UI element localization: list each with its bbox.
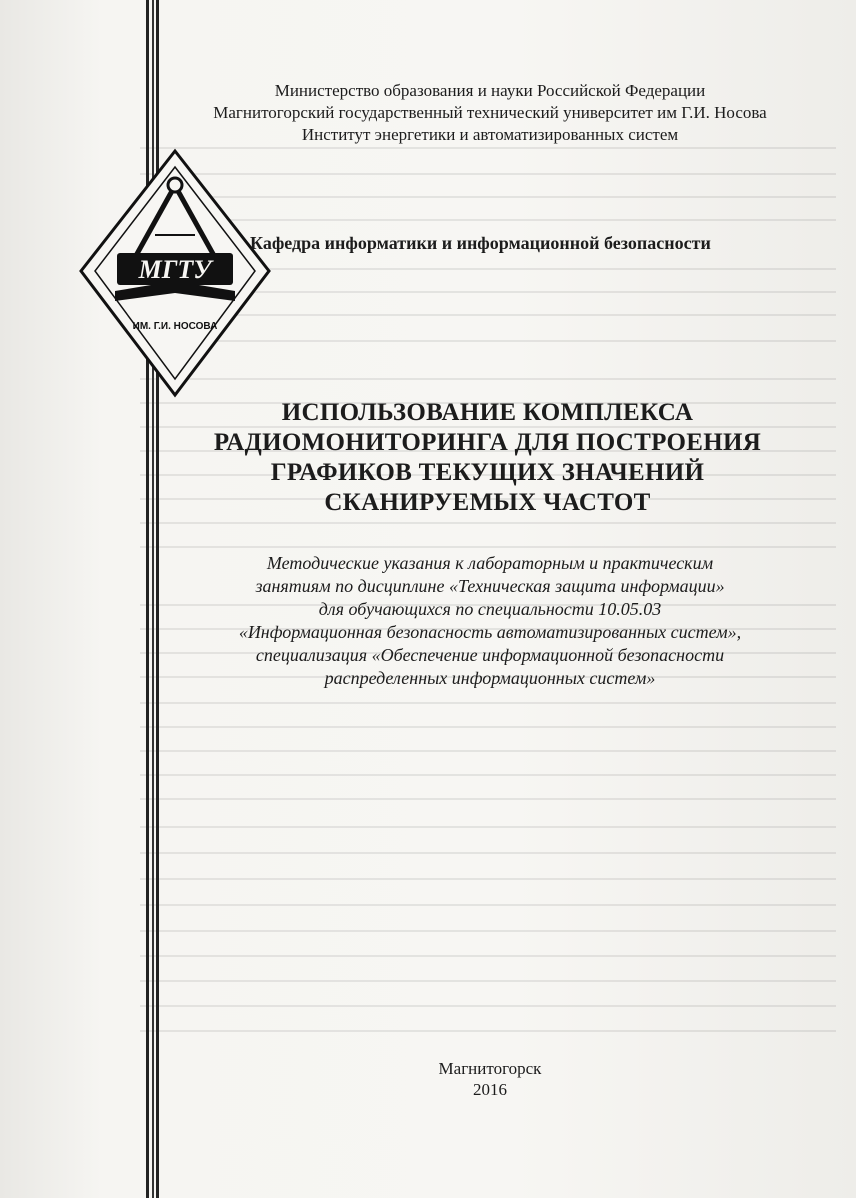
description-line: для обучающихся по специальности 10.05.03 [318,599,662,619]
description-line: специализация «Обеспечение информационной безопасности [255,645,725,665]
bleed-through-line [140,1030,836,1032]
document-title [200,398,775,518]
bleed-through-line [140,980,836,982]
department-name: Кафедра информатики и информационной безопасности [250,233,711,253]
university-line: Магнитогорский государственный технический университет им Г.И. Носова [213,103,767,122]
logo-caption: ИМ. Г.И. НОСОВА [132,321,218,332]
document-description [200,552,780,690]
description-line: «Информационная безопасность автоматизированных систем», [238,622,742,642]
bleed-through-line [140,546,836,548]
bleed-through-line [140,904,836,906]
description-line: Методические указания к лабораторным и практическим [266,553,714,573]
bleed-through-line [140,852,836,854]
publication-year: 2016 [473,1080,507,1099]
title-line: ИСПОЛЬЗОВАНИЕ КОМПЛЕКСА [281,399,694,426]
bleed-through-line [140,522,836,524]
bleed-through-line [140,826,836,828]
description-line: занятиям по дисциплине «Техническая защита информации» [255,576,725,596]
bleed-through-line [140,750,836,752]
ministry-line: Министерство образования и науки Российской Федерации [274,81,706,100]
description-line: распределенных информационных систем» [324,668,656,688]
title-line: ГРАФИКОВ ТЕКУЩИХ ЗНАЧЕНИЙ [270,459,705,486]
publication-city: Магнитогорск [438,1059,542,1078]
bleed-through-line [140,774,836,776]
bleed-through-line [140,798,836,800]
university-logo [75,143,275,403]
bleed-through-line [140,726,836,728]
title-line: СКАНИРУЕМЫХ ЧАСТОТ [324,489,651,516]
bleed-through-line [140,930,836,932]
bleed-through-line [140,878,836,880]
bleed-through-line [140,702,836,704]
bleed-through-line [140,1005,836,1007]
bleed-through-line [140,955,836,957]
institute-line: Институт энергетики и автоматизированных систем [301,125,679,144]
logo-abbr: МГТУ [138,255,212,284]
title-line: РАДИОМОНИТОРИНГА ДЛЯ ПОСТРОЕНИЯ [213,429,762,456]
